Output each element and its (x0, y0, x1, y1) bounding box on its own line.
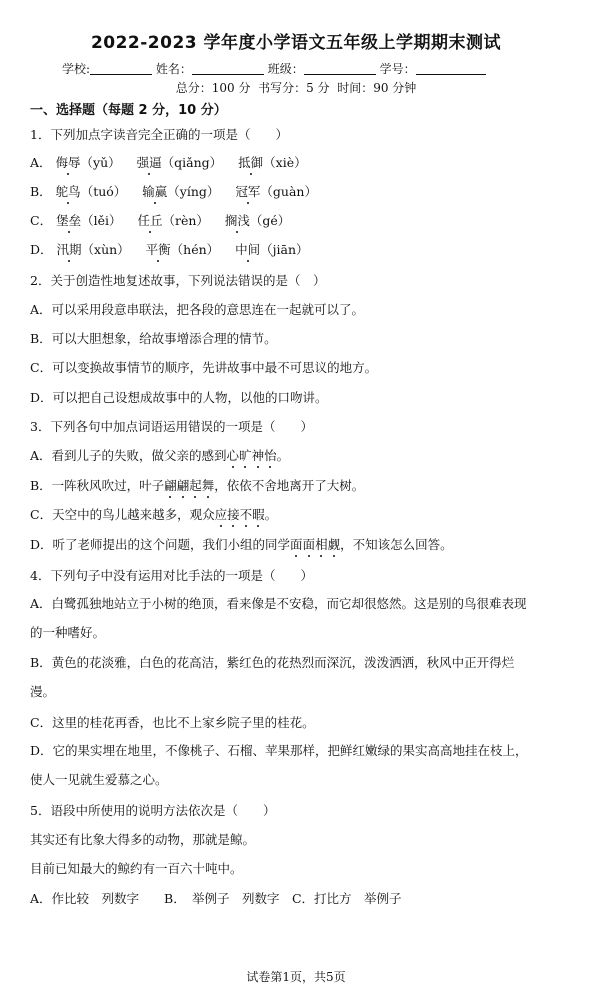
dotted-char: 怡 (264, 448, 277, 463)
question-2-option-d[interactable]: D．可以把自己设想成故事中的人物，以他的口吻讲。 (30, 390, 328, 405)
question-1-option-c[interactable]: C． 堡垒（lěi） 任丘（rèn） 搁浅（gé） (30, 213, 291, 228)
dotted-char: 翩 (176, 478, 190, 493)
dotted-char: 神 (251, 448, 265, 463)
time-limit: 时间：90 分钟 (337, 81, 417, 95)
question-3-option-d[interactable]: D．听了老师提出的这个问题，我们小组的同学面面相觑，不知该怎么回答。 (30, 537, 453, 552)
question-5-options[interactable]: A．作比较 列数字 B． 举例子 列数字 C．打比方 举例子 (30, 891, 402, 906)
question-3-option-a[interactable]: A．看到儿子的失败，做父亲的感到心旷神怡。 (30, 448, 290, 463)
dotted-char: 觑 (327, 537, 341, 552)
class-label: 班级： (267, 62, 304, 76)
dotted-char: 接 (227, 507, 240, 522)
name-label: 姓名： (155, 62, 192, 76)
question-1-option-b[interactable]: B． 鸵鸟（tuó） 输赢（yíng） 冠军（guàn） (30, 184, 317, 199)
question-2-stem: 2．关于创造性地复述故事，下列说法错误的是（ ） (30, 273, 326, 288)
dotted-char: 心 (226, 448, 240, 463)
id-blank[interactable] (416, 62, 486, 75)
question-4-stem: 4．下列句子中没有运用对比手法的一项是（ ） (30, 568, 313, 583)
id-label: 学号： (379, 62, 416, 76)
dotted-char: 翩 (164, 478, 177, 493)
page-title: 2022-2023 学年度小学语文五年级上学期期末测试 (90, 33, 502, 53)
dotted-char: 面 (302, 537, 316, 552)
dotted-char: 相 (315, 537, 328, 552)
dotted-char: 起 (189, 478, 202, 493)
question-4-option-a[interactable]: A．白鹭孤独地站立于小树的绝顶，看来像是不安稳，而它却很悠然。这是别的鸟很难表现的一种嗜好。 (30, 596, 527, 640)
question-4-option-b[interactable]: B．黄色的花淡雅，白色的花高洁，紫红色的花热烈而深沉，泼泼洒洒，秋风中正开得烂漫。 (30, 655, 515, 699)
question-1-stem: 1．下列加点字读音完全正确的一项是（ ） (30, 127, 288, 142)
dotted-char: 应 (214, 507, 228, 522)
school-label: 学校: (62, 62, 91, 76)
question-3-stem: 3．下列各句中加点词语运用错误的一项是（ ） (30, 419, 313, 434)
question-5-passage-line-2: 目前已知最大的鲸约有一百六十吨中。 (30, 861, 243, 876)
dotted-word (290, 537, 340, 552)
question-5-passage-line-1: 其实还有比象大得多的动物，那就是鲸。 (30, 832, 256, 847)
question-1-option-a[interactable]: A． 侮辱（yǔ） 强逼（qiǎng） 抵御（xiè） (30, 155, 307, 170)
question-3-option-b[interactable]: B．一阵秋风吹过，叶子翩翩起舞，依依不舍地离开了大树。 (30, 478, 365, 493)
dotted-char: 旷 (239, 448, 252, 463)
writing-score: 书写分：5 分 (258, 81, 330, 95)
student-info-row (62, 60, 486, 77)
dotted-word (227, 448, 277, 463)
question-2-option-c[interactable]: C．可以变换故事情节的顺序，先讲故事中最不可思议的地方。 (30, 360, 378, 375)
dotted-char: 面 (290, 537, 303, 552)
name-blank[interactable] (192, 62, 264, 75)
dotted-char: 暇 (252, 507, 265, 522)
question-1-option-d[interactable]: D． 汛期（xùn） 平衡（hén） 中间（jiān） (30, 242, 309, 257)
question-4-option-c[interactable]: C．这里的桂花再香，也比不上家乡院子里的桂花。 (30, 715, 315, 730)
dotted-char: 舞 (201, 478, 215, 493)
page-footer: 试卷第1页，共5页 (246, 970, 346, 984)
dotted-word (164, 478, 214, 493)
class-blank[interactable] (304, 62, 376, 75)
question-5-stem: 5．语段中所使用的说明方法依次是（ ） (30, 803, 276, 818)
score-info-row (0, 79, 592, 96)
dotted-word (215, 507, 265, 522)
section-heading: 一、选择题（每题 2 分，10 分） (30, 103, 227, 118)
question-4-option-d[interactable]: D．它的果实埋在地里，不像桃子、石榴、苹果那样，把鲜红嫩绿的果实高高地挂在枝上，使人一见就生爱慕之心。 (30, 743, 528, 787)
question-2-option-a[interactable]: A．可以采用段意串联法，把各段的意思连在一起就可以了。 (30, 302, 365, 317)
dotted-char: 不 (239, 507, 253, 522)
school-blank[interactable] (90, 62, 152, 75)
total-score: 总分：100 分 (175, 81, 251, 95)
question-2-option-b[interactable]: B．可以大胆想象，给故事增添合理的情节。 (30, 331, 277, 346)
question-3-option-c[interactable]: C．天空中的鸟儿越来越多，观众应接不暇。 (30, 507, 278, 522)
